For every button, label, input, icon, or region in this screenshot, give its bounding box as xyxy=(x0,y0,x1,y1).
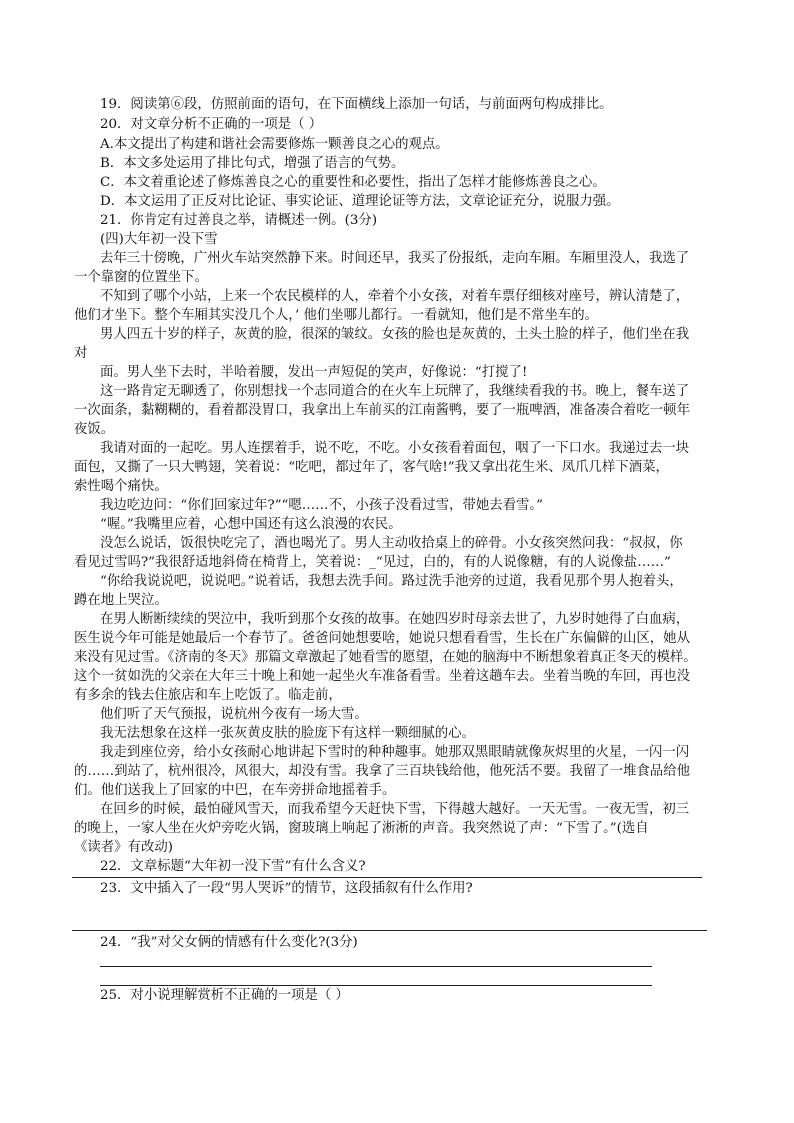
question-25: 25．对小说理解赏析不正确的一项是（ ） xyxy=(100,988,349,1003)
question-20-stem: 20．对文章分析不正确的一项是（ ） xyxy=(100,117,323,132)
story-line: 的……到站了，杭州很冷，风很大，却没有雪。我拿了三百块钱给他，他死活不要。我留了一堆食品给他 xyxy=(74,764,690,779)
story-line: 索性喝个痛快。 xyxy=(74,479,168,494)
story-line: 一次面条，黏糊糊的，看着都没胃口，我拿出上车前买的江南酱鸭，要了一瓶啤酒，准备凑合着吃一顿年 xyxy=(74,403,690,418)
story-line: 蹲在地上哭泣。 xyxy=(74,593,168,608)
story-line: 我边吃边问：“你们回家过年?”“嗯……不，小孩子没看过雪，带她去看雪。” xyxy=(100,498,543,513)
question-22: 22．文章标题“大年初一没下雪”有什么含义? xyxy=(100,859,366,874)
story-line: 面。男人坐下去时，半哈着腰，发出一声短促的笑声，好像说：“打搅了! xyxy=(100,365,528,380)
story-line: “你给我说说吧，说说吧。”说着话，我想去洗手间。路过洗手池旁的过道，我看见那个男人抱着头， xyxy=(100,574,683,589)
answer-line xyxy=(100,966,652,967)
answer-line xyxy=(72,930,707,931)
story-line: 面包，又撕了一只大鸭翅，笑着说：“吃吧，都过年了，客气啥!”我又拿出花生米、凤爪几样下酒菜， xyxy=(74,460,669,475)
story-line: 我走到座位旁，给小女孩耐心地讲起下雪时的种种趣事。她那双黑眼睛就像灰烬里的火星，一闪一闪 xyxy=(100,745,690,760)
story-line: 不知到了哪个小站，上来一个农民模样的人，牵着个小女孩，对着车票仔细核对座号，辨认清楚了， xyxy=(100,289,690,304)
story-line: 医生说今年可能是她最后一个春节了。爸爸问她想要啥，她说只想看看雪，生长在广东偏僻的山区，她从 xyxy=(74,631,690,646)
question-24: 24．“我”对父女俩的情感有什么变化?(3分) xyxy=(100,935,358,950)
story-line: 对 xyxy=(74,346,88,361)
answer-line xyxy=(72,877,702,878)
story-line: 我请对面的一起吃。男人连摆着手，说不吃，不吃。小女孩看着面包，咽了一下口水。我递过去一块 xyxy=(100,441,690,456)
story-line: 去年三十傍晚，广州火车站突然静下来。时间还早，我买了份报纸，走向车厢。车厢里没人，我选了 xyxy=(100,251,690,266)
question-20-option-a: A.本文提出了构建和谐社会需要修炼一颗善良之心的观点。 xyxy=(100,137,449,152)
section-title: (四)大年初一没下雪 xyxy=(100,232,218,247)
story-line: 没怎么说话，饭很快吃完了，酒也喝光了。男人主动收拾桌上的碎骨。小女孩突然问我：“叔叔，你 xyxy=(100,536,683,551)
story-line: 一个靠窗的位置坐下。 xyxy=(74,270,208,285)
story-line: 这一路肯定无聊透了，你别想找一个志同道合的在火车上玩牌了，我继续看我的书。晚上，餐车送了 xyxy=(100,384,690,399)
question-19: 19．阅读第⑥段，仿照前面的语句，在下面横线上添加一句话，与前面两句构成排比。 xyxy=(100,97,613,112)
story-line: 的晚上，一家人坐在火炉旁吃火锅，窗玻璃上响起了淅淅的声音。我突然说了声：“下雪了。”(选自 xyxy=(74,821,649,836)
story-line: 这个一贫如洗的父亲在大年三十晚上和她一起坐火车准备看雪。坐着这趟车去。坐着当晚的车回，再也没 xyxy=(74,669,690,684)
story-line: 男人四五十岁的样子，灰黄的脸，很深的皱纹。女孩的脸也是灰黄的，土头土脸的样子，他们坐在我 xyxy=(100,327,690,342)
story-line: 来没有见过雪。《济南的冬天》那篇文章激起了她看雪的愿望，在她的脑海中不断想象着真正冬天的模样。 xyxy=(74,650,697,665)
story-line: 在男人断断续续的哭泣中，我听到那个女孩的故事。在她四岁时母亲去世了，九岁时她得了白血病， xyxy=(100,612,690,627)
story-line: 《读者》有改动) xyxy=(74,840,173,855)
question-20-option-b: B．本文多处运用了排比句式，增强了语言的气势。 xyxy=(100,156,405,171)
story-line: 夜饭。 xyxy=(74,422,115,437)
story-line: 我无法想象在这样一张灰黄皮肤的脸庞下有这样一颗细腻的心。 xyxy=(100,726,475,741)
story-line: “喔。”我嘴里应着，心想中国还有这么浪漫的农民。 xyxy=(100,517,402,532)
story-line: 看见过雪吗?”我很舒适地斜倚在椅背上，笑着说：_“见过，白的，有的人说像糖，有的人说像盐……” xyxy=(74,555,671,570)
story-line: 在回乡的时候，最怕碰风雪天，而我希望今天赶快下雪，下得越大越好。一天无雪。一夜无雪，初三 xyxy=(100,802,690,817)
question-23: 23．文中插入了一段“男人哭诉”的情节，这段插叙有什么作用? xyxy=(100,881,473,896)
question-20-option-c: C．本文着重论述了修炼善良之心的重要性和必要性，指出了怎样才能修炼善良之心。 xyxy=(100,175,606,190)
story-line: 他们才坐下。整个车厢其实没几个人，’ 他们坐哪儿都行。一看就知，他们是不常坐车的。 xyxy=(74,308,599,323)
story-line: 他们听了天气预报，说杭州今夜有一场大雪。 xyxy=(100,707,368,722)
story-line: 们。他们送我上了回家的中巴，在车旁拼命地摇着手。 xyxy=(74,783,396,798)
question-21: 21．你肯定有过善良之举，请概述一例。(3分) xyxy=(100,213,378,228)
question-20-option-d: D．本文运用了正反对比论证、事实论证、道理论证等方法，文章论证充分，说服力强。 xyxy=(100,194,620,209)
story-line: 有多余的钱去住旅店和车上吃饭了。临走前， xyxy=(74,688,342,703)
